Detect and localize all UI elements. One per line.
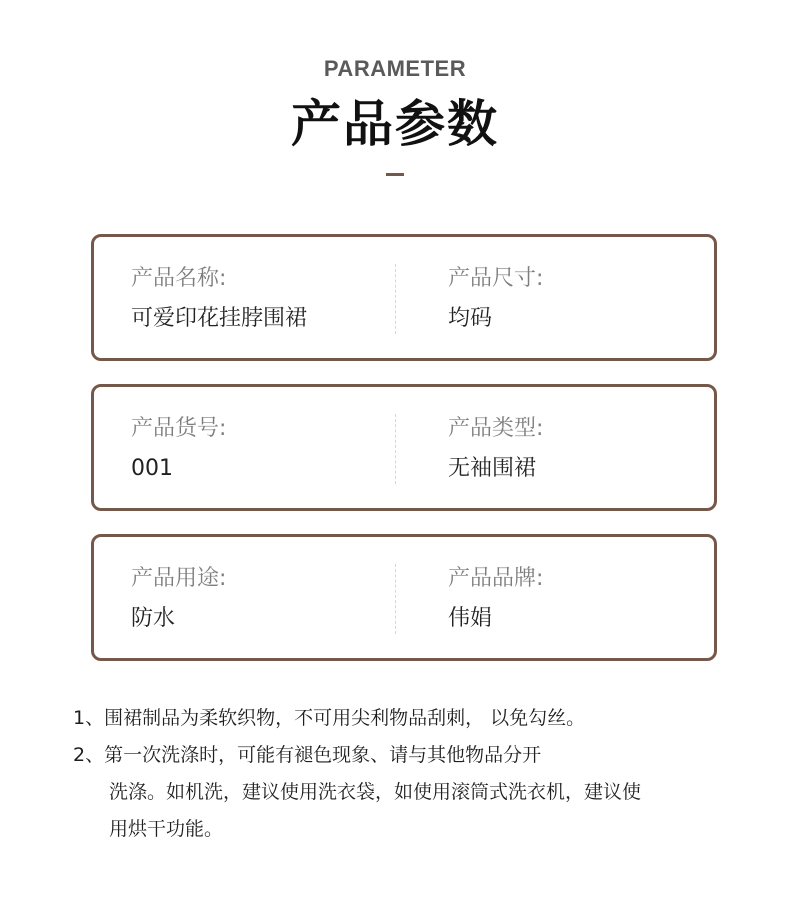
param-cell-item-no [131, 412, 226, 486]
page-title: 产品参数 [291, 95, 499, 153]
care-note-1: 1、围裙制品为柔软织物，不可用尖利物品刮刺， 以免勾丝。 [73, 707, 586, 729]
param-label-name: 产品名称: [131, 266, 227, 291]
param-card-3 [91, 534, 717, 661]
param-value-item-no: 001 [131, 456, 173, 481]
param-card-1 [91, 234, 717, 361]
param-value-size: 均码 [448, 306, 493, 331]
param-cell-name [131, 262, 307, 336]
param-label-usage: 产品用途: [131, 566, 227, 591]
care-notes [73, 700, 753, 848]
section-eyebrow: PARAMETER [323, 56, 467, 81]
param-label-item-no: 产品货号: [131, 416, 227, 441]
param-cell-type [448, 412, 543, 486]
card-divider [395, 564, 396, 634]
care-note-2: 2、第一次洗涤时，可能有褪色现象、请与其他物品分开 [73, 744, 542, 766]
param-value-brand: 伟娟 [448, 606, 493, 631]
param-value-usage: 防水 [131, 606, 176, 631]
param-cell-brand [448, 562, 543, 636]
param-label-type: 产品类型: [448, 416, 544, 441]
param-label-brand: 产品品牌: [448, 566, 544, 591]
param-value-name: 可爱印花挂脖围裙 [131, 306, 308, 331]
param-label-size: 产品尺寸: [448, 266, 544, 291]
param-value-type: 无袖围裙 [448, 456, 537, 481]
param-card-2 [91, 384, 717, 511]
care-note-2-end: 用烘干功能。 [109, 818, 224, 840]
param-cell-usage [131, 562, 226, 636]
care-note-2-continued: 洗涤。如机洗，建议使用洗衣袋，如使用滚筒式洗衣机，建议使 [109, 781, 642, 803]
card-divider [395, 264, 396, 334]
param-cell-size [448, 262, 543, 336]
card-divider [395, 414, 396, 484]
title-divider [386, 173, 404, 176]
